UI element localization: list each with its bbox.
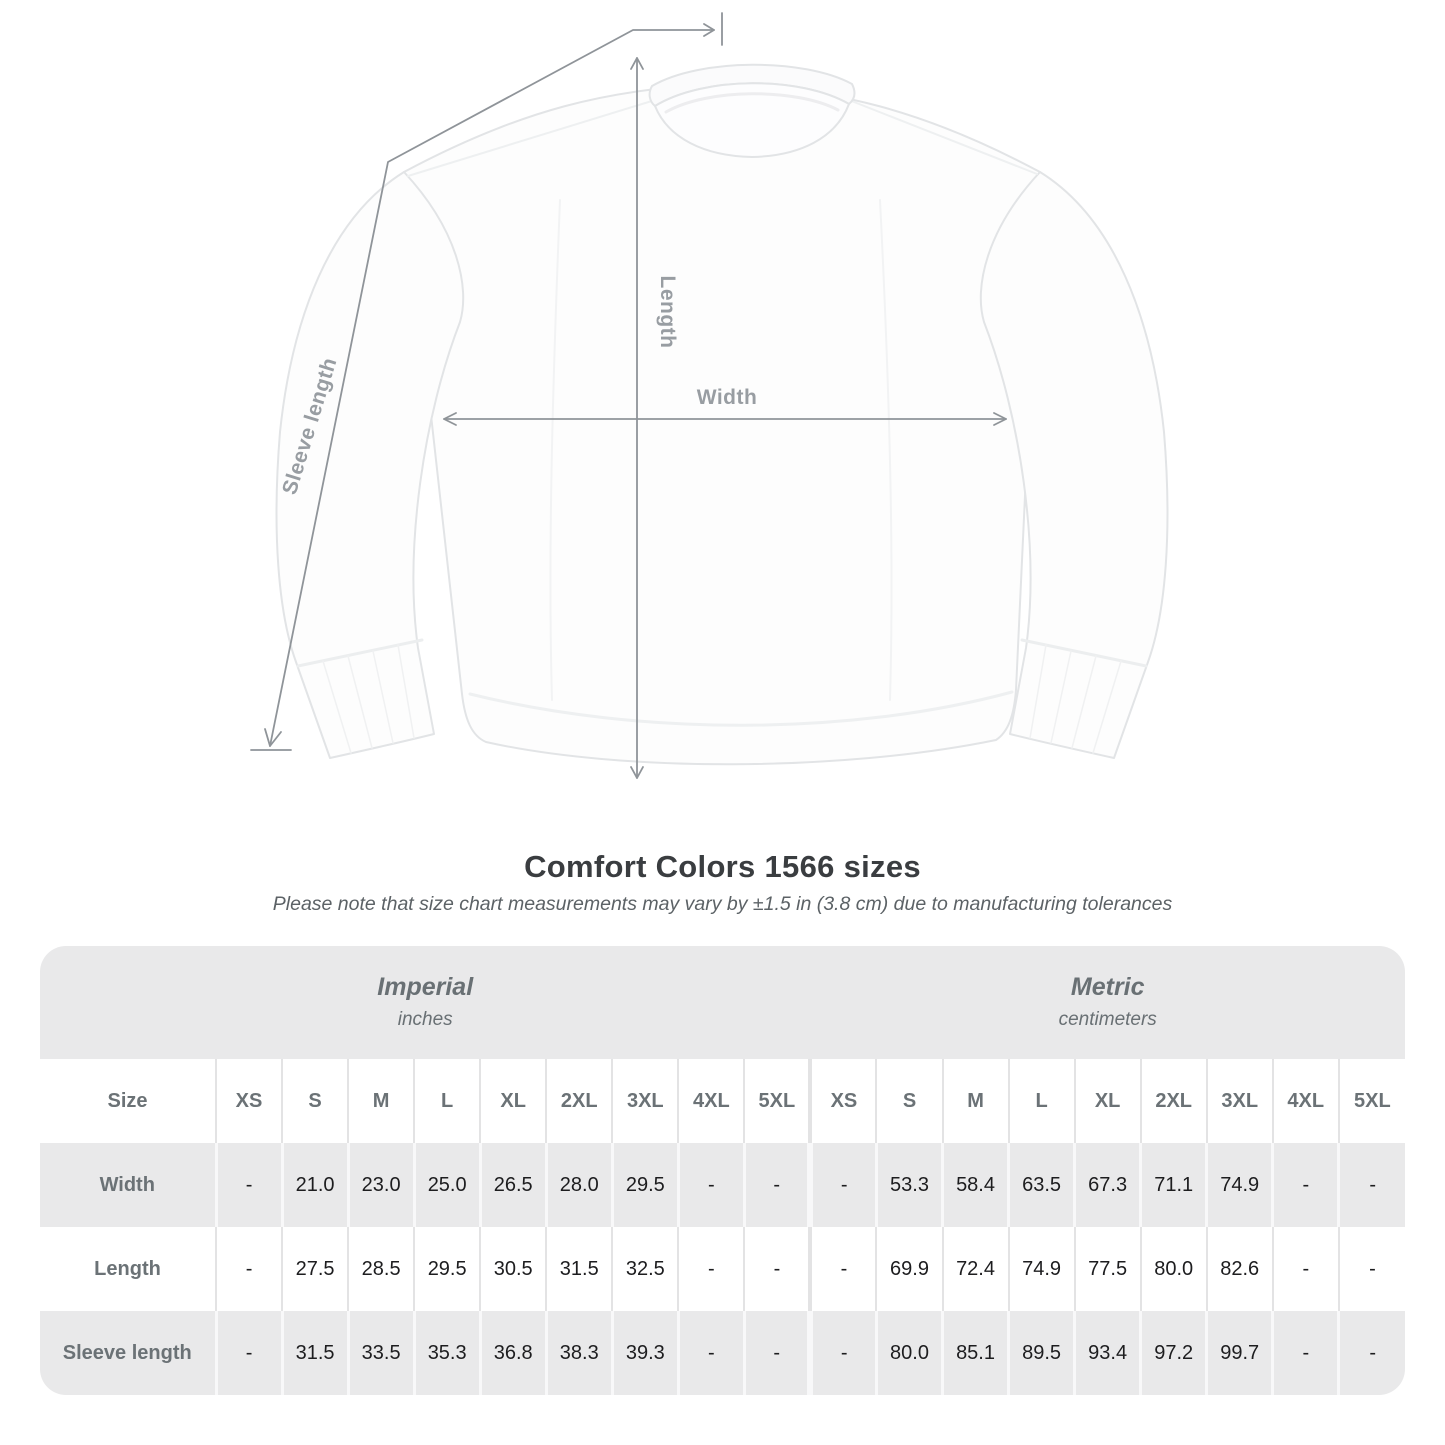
value-cell: 67.3 (1075, 1143, 1141, 1227)
value-cell: 82.6 (1207, 1227, 1273, 1311)
size-header-cell: XL (1075, 1059, 1141, 1143)
size-header-cell: 4XL (1273, 1059, 1339, 1143)
value-cell: 93.4 (1075, 1311, 1141, 1395)
width-row (40, 1143, 1405, 1227)
value-cell: - (744, 1227, 810, 1311)
page-title: Comfort Colors 1566 sizes (524, 849, 921, 884)
value-cell: 72.4 (943, 1227, 1009, 1311)
value-cell: 74.9 (1207, 1143, 1273, 1227)
width-label: Width (696, 386, 758, 409)
row-label: Sleeve length (62, 1341, 192, 1364)
value-cell: - (744, 1143, 810, 1227)
value-cell: 31.5 (546, 1227, 612, 1311)
value-cell: 28.0 (546, 1143, 612, 1227)
value-cell: - (810, 1311, 876, 1395)
value-cell: 35.3 (414, 1311, 480, 1395)
value-cell: 53.3 (876, 1143, 942, 1227)
size-header-cell: 2XL (546, 1059, 612, 1143)
value-cell: 23.0 (348, 1143, 414, 1227)
value-cell: 31.5 (282, 1311, 348, 1395)
length-row (40, 1227, 1405, 1311)
value-cell: - (744, 1311, 810, 1395)
tolerance-note: Please note that size chart measurements may vary by ±1.5 in (3.8 cm) due to manufacturing tolerances (272, 893, 1173, 915)
size-header-cell: 5XL (1339, 1059, 1405, 1143)
value-cell: 80.0 (876, 1311, 942, 1395)
size-col-header: Size (107, 1089, 148, 1112)
value-cell: - (1273, 1311, 1339, 1395)
value-cell: 26.5 (480, 1143, 546, 1227)
value-cell: 74.9 (1009, 1227, 1075, 1311)
value-cell: 63.5 (1009, 1143, 1075, 1227)
size-header-cell: 3XL (1207, 1059, 1273, 1143)
row-label: Length (94, 1257, 161, 1280)
row-label: Width (99, 1173, 155, 1196)
value-cell: - (678, 1227, 744, 1311)
size-header-cell: S (876, 1059, 942, 1143)
metric-subtitle: centimeters (1058, 1008, 1157, 1030)
size-header-cell: 4XL (678, 1059, 744, 1143)
value-cell: 28.5 (348, 1227, 414, 1311)
size-header-cell: XS (810, 1059, 876, 1143)
sleeve-length-row (40, 1311, 1405, 1395)
value-cell: - (678, 1143, 744, 1227)
value-cell: 21.0 (282, 1143, 348, 1227)
value-cell: 38.3 (546, 1311, 612, 1395)
value-cell: - (216, 1227, 282, 1311)
value-cell: 99.7 (1207, 1311, 1273, 1395)
value-cell: 89.5 (1009, 1311, 1075, 1395)
value-cell: - (1273, 1227, 1339, 1311)
size-header-cell: XL (480, 1059, 546, 1143)
metric-title: Metric (1070, 973, 1145, 1002)
value-cell: 69.9 (876, 1227, 942, 1311)
size-table (40, 946, 1405, 1395)
value-cell: 97.2 (1141, 1311, 1207, 1395)
size-header-cell: M (348, 1059, 414, 1143)
size-header-cell: L (414, 1059, 480, 1143)
value-cell: 33.5 (348, 1311, 414, 1395)
value-cell: 32.5 (612, 1227, 678, 1311)
unit-header-metric (810, 946, 1405, 1059)
value-cell: 27.5 (282, 1227, 348, 1311)
value-cell: 85.1 (943, 1311, 1009, 1395)
size-header-cell: L (1009, 1059, 1075, 1143)
size-table-container (40, 946, 1405, 1395)
size-header-cell: 2XL (1141, 1059, 1207, 1143)
value-cell: - (678, 1311, 744, 1395)
value-cell: - (216, 1311, 282, 1395)
imperial-subtitle: inches (397, 1008, 453, 1030)
imperial-title: Imperial (377, 973, 474, 1002)
value-cell: 30.5 (480, 1227, 546, 1311)
length-label: Length (656, 275, 679, 349)
size-header-cell: S (282, 1059, 348, 1143)
value-cell: 77.5 (1075, 1227, 1141, 1311)
value-cell: - (810, 1227, 876, 1311)
value-cell: - (1339, 1227, 1405, 1311)
value-cell: 29.5 (414, 1227, 480, 1311)
sweatshirt (277, 65, 1168, 765)
value-cell: 29.5 (612, 1143, 678, 1227)
value-cell: 71.1 (1141, 1143, 1207, 1227)
unit-header-row (40, 946, 1405, 1059)
value-cell: 80.0 (1141, 1227, 1207, 1311)
size-header-cell: 5XL (744, 1059, 810, 1143)
value-cell: 58.4 (943, 1143, 1009, 1227)
value-cell: - (1273, 1143, 1339, 1227)
value-cell: 36.8 (480, 1311, 546, 1395)
value-cell: 25.0 (414, 1143, 480, 1227)
size-header-cell: M (943, 1059, 1009, 1143)
size-header-cell: XS (216, 1059, 282, 1143)
sleeve-length-label: Sleeve length (278, 354, 342, 498)
value-cell: - (810, 1143, 876, 1227)
value-cell: - (1339, 1311, 1405, 1395)
unit-header-imperial (40, 946, 810, 1059)
value-cell: 39.3 (612, 1311, 678, 1395)
size-header-cell: 3XL (612, 1059, 678, 1143)
value-cell: - (216, 1143, 282, 1227)
sweatshirt-torso (404, 84, 1040, 764)
size-header-row (40, 1059, 1405, 1143)
value-cell: - (1339, 1143, 1405, 1227)
